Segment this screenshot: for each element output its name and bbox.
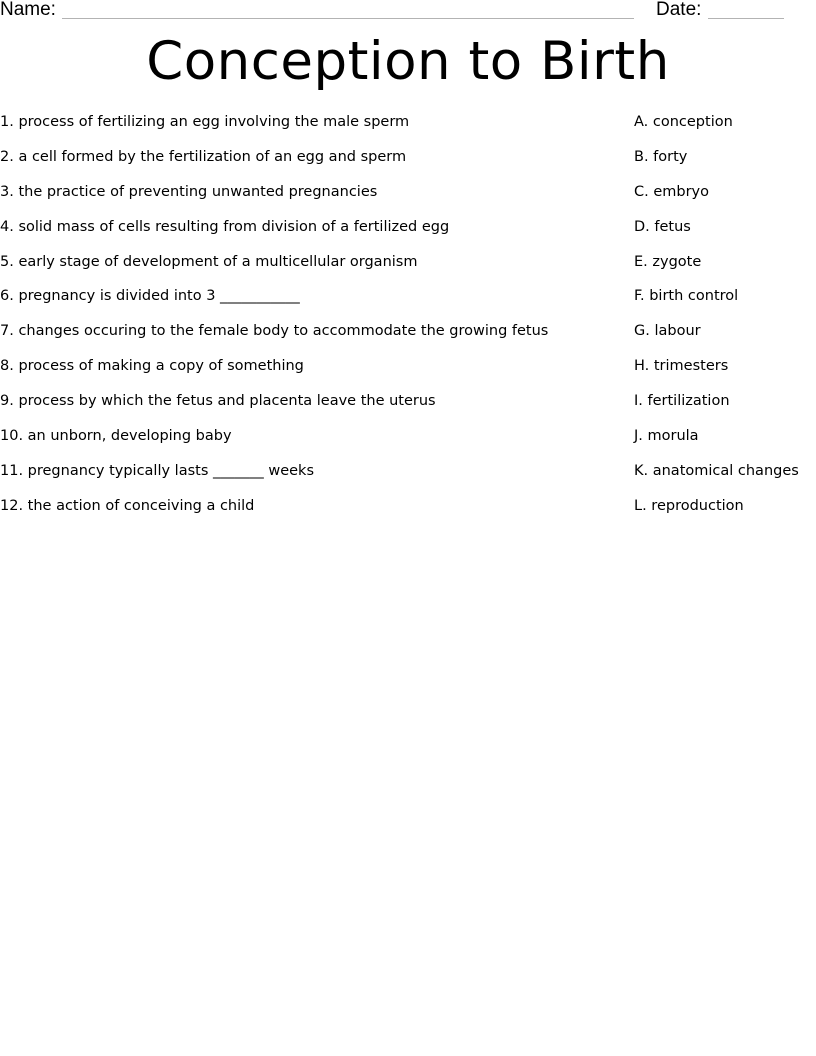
list-item	[0, 496, 816, 531]
answer-option: E. zygote	[634, 253, 702, 270]
list-item	[0, 217, 816, 252]
clue-text: 2. a cell formed by the fertilization of an egg and sperm	[0, 148, 407, 165]
list-item	[0, 391, 816, 426]
answer-option: H. trimesters	[634, 358, 729, 375]
answer-option: B. forty	[634, 148, 688, 165]
answer-option: F. birth control	[634, 288, 739, 305]
answer-option: D. fetus	[634, 218, 691, 235]
name-blank-line	[62, 18, 634, 19]
clue-text: 1. process of fertilizing an egg involving the male sperm	[0, 114, 410, 130]
list-item	[0, 147, 816, 182]
clue-text: 10. an unborn, developing baby	[0, 428, 232, 445]
list-item	[0, 252, 816, 287]
date-label: Date:	[656, 0, 702, 20]
list-item	[0, 461, 816, 496]
clue-text: 5. early stage of development of a multicellular organism	[0, 253, 418, 270]
answer-option: L. reproduction	[634, 497, 744, 514]
clue-text: 3. the practice of preventing unwanted pregnancies	[0, 183, 378, 200]
page-title: Conception to Birth	[146, 31, 670, 92]
list-item	[0, 286, 816, 321]
clue-text: 6. pregnancy is divided into 3 ___________	[0, 288, 300, 305]
list-item	[0, 321, 816, 356]
answer-option: G. labour	[634, 323, 701, 340]
clue-text: 8. process of making a copy of something	[0, 358, 304, 375]
list-item	[0, 426, 816, 461]
clue-text: 9. process by which the fetus and placenta leave the uterus	[0, 393, 436, 410]
answer-option: I. fertilization	[634, 393, 730, 410]
clue-text: 12. the action of conceiving a child	[0, 497, 255, 514]
clue-text: 4. solid mass of cells resulting from division of a fertilized egg	[0, 218, 450, 235]
clue-text: 11. pregnancy typically lasts _______ weeks	[0, 462, 315, 479]
date-blank-line	[708, 18, 784, 19]
worksheet-header	[0, 0, 816, 24]
answer-option: J. morula	[634, 428, 699, 445]
answer-option: K. anatomical changes	[634, 462, 799, 479]
answer-option: C. embryo	[634, 183, 710, 200]
list-item	[0, 356, 816, 391]
list-item	[0, 112, 816, 147]
name-label: Name:	[0, 0, 56, 20]
clue-text: 7. changes occuring to the female body to accommodate the growing fetus	[0, 323, 549, 340]
matching-list	[0, 112, 816, 531]
list-item	[0, 182, 816, 217]
answer-option: A. conception	[634, 114, 733, 130]
